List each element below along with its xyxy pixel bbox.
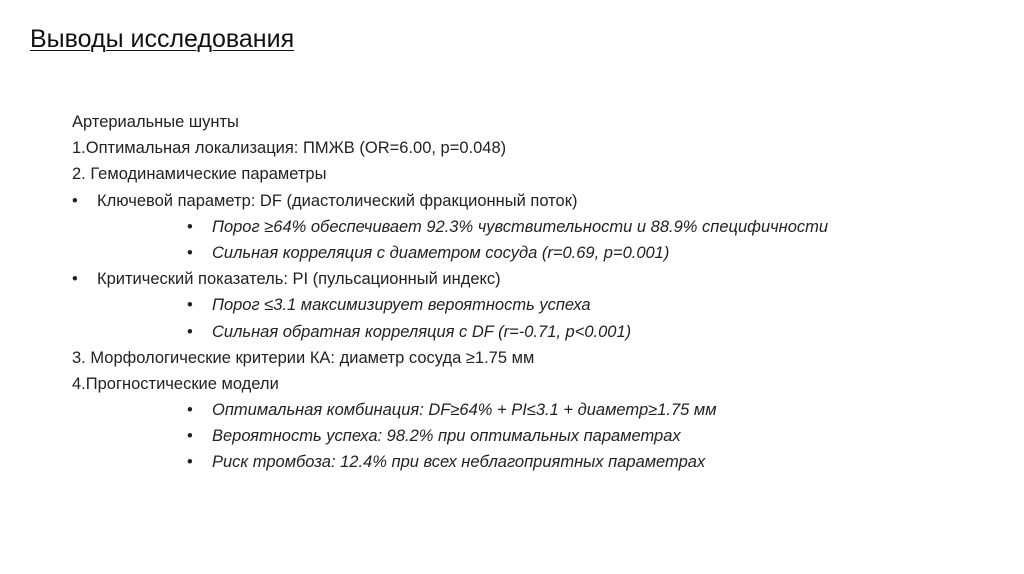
section-heading: Артериальные шунты (72, 113, 239, 131)
bullet-icon: • (72, 270, 78, 289)
sub-bullet-text: Сильная корреляция с диаметром сосуда (r=0.69, p=0.001) (212, 243, 670, 262)
numbered-item: 1.Оптимальная локализация: ПМЖВ (OR=6.00, p=0.048) (72, 139, 507, 158)
sub-bullet-item (72, 240, 992, 266)
sub-bullet-item (72, 292, 992, 318)
slide-content (72, 109, 992, 476)
sub-bullet-text: Сильная обратная корреляция с DF (r=-0.71, p<0.001) (212, 322, 632, 341)
bullet-text: Критический показатель: PI (пульсационный индекс) (97, 270, 501, 289)
sub-bullet-text: Оптимальная комбинация: DF≥64% + PI≤3.1 + диаметр≥1.75 мм (212, 401, 717, 420)
numbered-item: 4.Прогностические модели (72, 374, 279, 393)
sub-bullet-text: Вероятность успеха: 98.2% при оптимальных параметрах (212, 427, 681, 446)
bullet-icon: • (187, 427, 193, 446)
sub-bullet-item (72, 449, 992, 475)
bullet-icon: • (72, 191, 78, 210)
sub-bullet-item (72, 423, 992, 449)
sub-bullet-text: Риск тромбоза: 12.4% при всех неблагоприятных параметрах (212, 453, 706, 472)
bullet-icon: • (187, 453, 193, 472)
bullet-icon: • (187, 401, 193, 420)
bullet-item (72, 266, 992, 292)
content-line (72, 345, 992, 371)
sub-bullet-item (72, 319, 992, 345)
content-line (72, 161, 992, 187)
bullet-icon: • (187, 296, 193, 315)
numbered-item: 2. Гемодинамические параметры (72, 165, 327, 184)
bullet-icon: • (187, 322, 193, 341)
numbered-item: 3. Морфологические критерии КА: диаметр сосуда ≥1.75 мм (72, 348, 535, 367)
sub-bullet-item (72, 397, 992, 423)
content-line (72, 371, 992, 397)
bullet-text: Ключевой параметр: DF (диастолический фракционный поток) (97, 191, 578, 210)
bullet-icon: • (187, 217, 193, 236)
sub-bullet-text: Порог ≤3.1 максимизирует вероятность успеха (212, 296, 591, 315)
bullet-icon: • (187, 243, 193, 262)
bullet-item (72, 188, 992, 214)
content-line (72, 109, 992, 135)
sub-bullet-text: Порог ≥64% обеспечивает 92.3% чувствительности и 88.9% специфичности (212, 217, 829, 236)
sub-bullet-item (72, 214, 992, 240)
slide-title: Выводы исследования (30, 25, 295, 53)
content-line (72, 135, 992, 161)
